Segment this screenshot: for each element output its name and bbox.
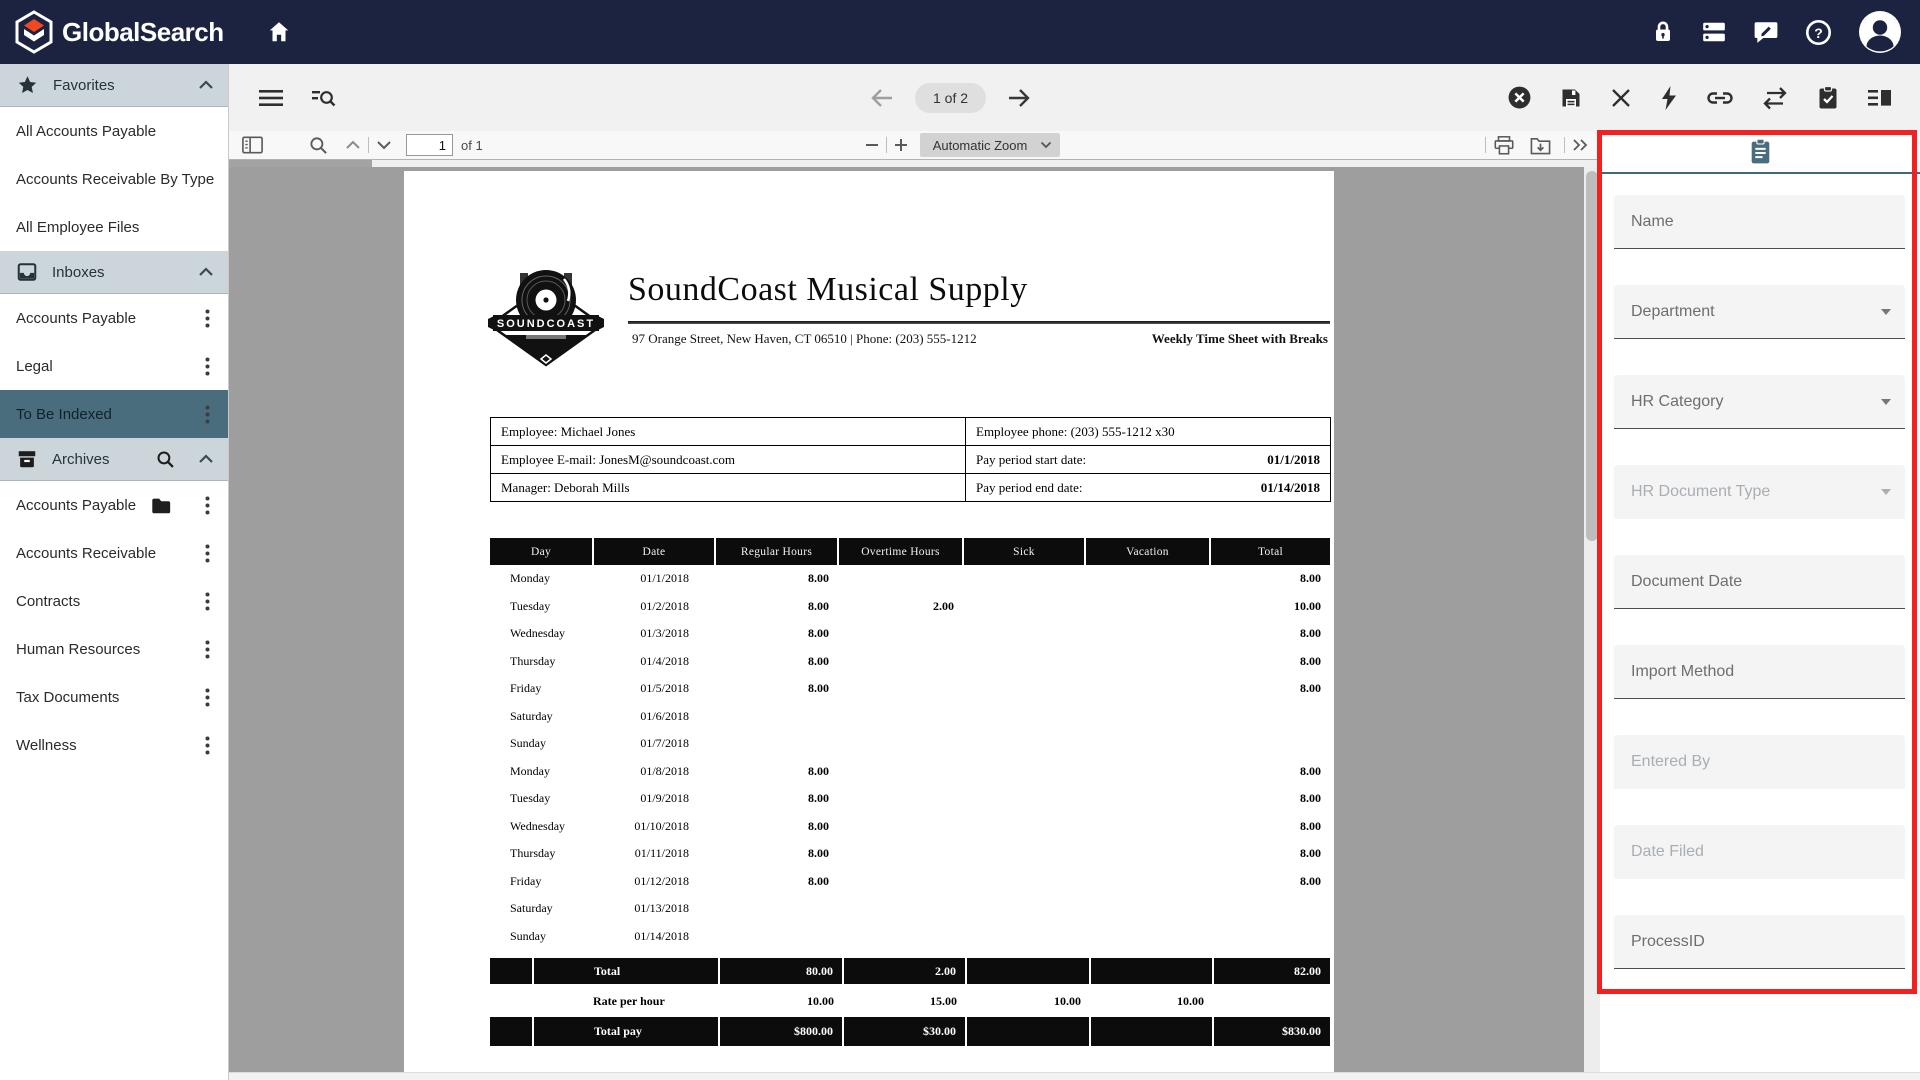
timesheet-total-row: Total 80.00 2.00 82.00	[490, 958, 1330, 984]
zoom-in-button[interactable]	[894, 138, 908, 152]
index-field-label: HR Document Type	[1631, 483, 1771, 500]
timesheet-row	[490, 895, 1330, 923]
timesheet-cell	[1085, 593, 1210, 621]
timesheet-cell	[963, 675, 1085, 703]
index-panel	[1600, 131, 1920, 1080]
timesheet-cell	[838, 675, 963, 703]
timesheet-cell	[1085, 840, 1210, 868]
index-field-hr-document-type[interactable]	[1614, 465, 1905, 519]
hamburger-icon	[259, 89, 283, 107]
save-page-icon	[1529, 135, 1552, 156]
column-header: Sick	[963, 538, 1085, 565]
document-pager	[869, 83, 1032, 113]
sidebar-item-legal[interactable]	[0, 342, 228, 390]
scrollbar-thumb[interactable]	[1586, 171, 1598, 541]
info-cell: Employee E-mail: JonesM@soundcoast.com	[491, 446, 966, 474]
timesheet-cell	[1085, 895, 1210, 923]
index-field-document-date[interactable]	[1614, 555, 1905, 609]
logo-banner-text: SOUNDCOAST	[496, 318, 596, 330]
timesheet-cell: 01/5/2018	[640, 681, 689, 696]
index-field-label: Import Method	[1631, 662, 1735, 680]
timesheet-cell	[838, 868, 963, 896]
logo-banner	[488, 315, 604, 331]
sidebar-section-archives[interactable]	[0, 438, 228, 481]
view-panels-button[interactable]	[1867, 87, 1892, 109]
timesheet-cell: 01/12/2018	[634, 873, 689, 888]
timesheet-cell	[838, 648, 963, 676]
timesheet-cell: Saturday	[510, 901, 553, 916]
company-logo	[480, 267, 612, 367]
timesheet-cell: 8.00	[808, 818, 829, 833]
timesheet-cell: Wednesday	[510, 626, 566, 641]
lock-icon	[1651, 19, 1675, 45]
timesheet-cell: 01/9/2018	[640, 791, 689, 806]
info-cell: Pay period start date: 01/1/2018	[966, 446, 1331, 474]
column-header: Date	[593, 538, 715, 565]
index-field-processid[interactable]	[1614, 915, 1905, 969]
timesheet-cell	[715, 703, 838, 731]
index-field-label: Name	[1631, 212, 1674, 230]
index-field-label: Entered By	[1631, 753, 1711, 770]
app-header	[0, 0, 1920, 64]
column-header: Regular Hours	[715, 538, 838, 565]
timesheet-cell	[963, 923, 1085, 951]
print-icon	[1493, 135, 1515, 156]
link-icon	[1706, 86, 1734, 110]
chevron-up-icon[interactable]	[198, 267, 214, 277]
next-document-button[interactable]	[1006, 87, 1032, 109]
search-archives-icon[interactable]	[155, 449, 176, 470]
info-cell: Manager: Deborah Mills	[491, 474, 966, 502]
print-button[interactable]	[1493, 135, 1515, 156]
sidebar-item-all-accounts-payable[interactable]	[0, 107, 228, 155]
timesheet-cell: 8.00	[1300, 818, 1321, 833]
timesheet-cell: 8.00	[808, 846, 829, 861]
sidebar-item-human-resources[interactable]	[0, 625, 228, 673]
timesheet-cell: 8.00	[808, 598, 829, 613]
timesheet-cell: Saturday	[510, 708, 553, 723]
timesheet-table	[490, 538, 1330, 950]
timesheet-cell	[963, 648, 1085, 676]
index-field-label: Date Filed	[1631, 843, 1704, 860]
help-button[interactable]	[1805, 19, 1832, 46]
info-cell: Employee phone: (203) 555-1212 x30	[966, 418, 1331, 446]
archive-icon	[16, 448, 38, 470]
kebab-menu-icon[interactable]	[198, 736, 216, 755]
timesheet-cell	[838, 813, 963, 841]
timesheet-row	[490, 813, 1330, 841]
timesheet-cell	[838, 923, 963, 951]
timesheet-cell: 01/14/2018	[634, 928, 689, 943]
index-field-entered-by[interactable]	[1614, 735, 1905, 789]
table-row	[491, 474, 1331, 502]
section-label: Favorites	[53, 76, 115, 94]
sheet-title: Weekly Time Sheet with Breaks	[1151, 331, 1328, 346]
kebab-menu-icon[interactable]	[198, 544, 216, 563]
timesheet-cell	[1210, 895, 1330, 923]
sidebar-item-label: To Be Indexed	[16, 405, 112, 423]
timesheet-cell: 8.00	[1300, 626, 1321, 641]
timesheet-cell: Friday	[510, 873, 542, 888]
document-toolbar	[229, 64, 1920, 131]
avatar-icon	[1858, 10, 1902, 54]
sidebar-item-label: Accounts Payable	[16, 496, 137, 514]
index-field-date-filed[interactable]	[1614, 825, 1905, 879]
timesheet-cell	[838, 840, 963, 868]
save-button[interactable]	[1559, 86, 1583, 110]
title-rule	[628, 321, 1330, 324]
scrollbar-thumb[interactable]	[229, 160, 372, 167]
feedback-button[interactable]	[1753, 19, 1779, 45]
timesheet-cell: 8.00	[808, 763, 829, 778]
page-number-input[interactable]	[406, 134, 453, 156]
chevron-up-icon[interactable]	[198, 80, 214, 90]
document-page	[404, 171, 1334, 1076]
timesheet-cell: 8.00	[808, 873, 829, 888]
timesheet-cell	[963, 758, 1085, 786]
timesheet-cell: 2.00	[933, 598, 954, 613]
sidebar-item-accounts-receivable[interactable]	[0, 529, 228, 577]
link-button[interactable]	[1706, 86, 1734, 110]
timesheet-row	[490, 593, 1330, 621]
arrow-left-icon	[869, 87, 895, 109]
double-chevron-right-icon	[1572, 138, 1590, 152]
download-button[interactable]	[1529, 135, 1552, 156]
sidebar-item-contracts[interactable]	[0, 577, 228, 625]
help-icon	[1805, 19, 1832, 46]
timesheet-cell	[963, 565, 1085, 593]
search-results-button[interactable]	[311, 87, 337, 109]
find-in-document-button[interactable]	[308, 135, 329, 156]
chevron-down-icon	[376, 140, 392, 150]
header-actions	[1651, 0, 1902, 64]
cancel-circle-icon	[1507, 85, 1532, 110]
timesheet-row	[490, 675, 1330, 703]
index-panel-header	[1600, 131, 1920, 174]
timesheet-cell: 8.00	[1300, 791, 1321, 806]
home-button[interactable]	[266, 19, 292, 45]
sidebar-section-favorites[interactable]	[0, 64, 228, 107]
index-field-import-method[interactable]	[1614, 645, 1905, 699]
timesheet-row	[490, 923, 1330, 951]
timesheet-cell	[1085, 758, 1210, 786]
company-name: SoundCoast Musical Supply	[628, 271, 1028, 308]
index-field-label: Document Date	[1631, 572, 1743, 590]
save-icon	[1559, 86, 1583, 110]
timesheet-cell	[1085, 620, 1210, 648]
timesheet-cell: 01/2/2018	[640, 598, 689, 613]
timesheet-cell: 10.00	[1294, 598, 1321, 613]
sidebar-item-accounts-payable[interactable]	[0, 294, 228, 342]
column-header: Total	[1210, 538, 1330, 565]
next-page-button[interactable]	[376, 140, 392, 150]
timesheet-cell: 8.00	[1300, 571, 1321, 586]
timesheet-row	[490, 648, 1330, 676]
sidebar-item-label: Legal	[16, 357, 53, 375]
timesheet-cell: 8.00	[808, 571, 829, 586]
timesheet-cell	[1085, 868, 1210, 896]
window-horizontal-scrollbar[interactable]	[229, 1072, 1920, 1080]
folder-icon	[150, 496, 172, 515]
zoom-out-button[interactable]	[865, 138, 879, 152]
timesheet-row	[490, 758, 1330, 786]
brand-logo[interactable]	[14, 10, 224, 54]
lightning-bolt-icon	[1659, 85, 1679, 111]
timesheet-cell	[838, 730, 963, 758]
favorites-items	[0, 107, 228, 251]
timesheet-cell	[963, 785, 1085, 813]
timesheet-cell	[963, 840, 1085, 868]
timesheet-cell	[1210, 703, 1330, 731]
timesheet-cell: 01/10/2018	[634, 818, 689, 833]
sidebar	[0, 64, 229, 1080]
sidebar-section-inboxes[interactable]	[0, 251, 228, 294]
timesheet-cell: 8.00	[1300, 846, 1321, 861]
split-list-icon	[1867, 87, 1892, 109]
previous-page-button[interactable]	[345, 140, 361, 150]
route-button[interactable]	[1761, 86, 1789, 110]
timesheet-cell: 8.00	[808, 791, 829, 806]
arrow-right-icon	[1006, 87, 1032, 109]
timesheet-cell	[963, 868, 1085, 896]
column-header: Day	[490, 538, 593, 565]
timesheet-cell	[838, 758, 963, 786]
kebab-menu-icon[interactable]	[198, 592, 216, 611]
timesheet-row	[490, 785, 1330, 813]
timesheet-cell: Thursday	[510, 653, 556, 668]
timesheet-cell: 8.00	[1300, 763, 1321, 778]
caret-down-icon	[1881, 489, 1891, 495]
timesheet-cell	[838, 785, 963, 813]
sidebar-item-label: Accounts Receivable By Type	[16, 170, 215, 188]
sidebar-item-wellness[interactable]	[0, 721, 228, 769]
timesheet-cell	[838, 565, 963, 593]
kebab-menu-icon[interactable]	[198, 496, 216, 515]
sidebar-item-label: Human Resources	[16, 640, 141, 658]
timesheet-cell	[838, 703, 963, 731]
index-field-label: ProcessID	[1631, 932, 1705, 950]
timesheet-cell: 01/13/2018	[634, 901, 689, 916]
minus-icon	[865, 138, 879, 152]
search-icon	[308, 135, 329, 156]
timesheet-cell: Thursday	[510, 846, 556, 861]
timesheet-cell	[1085, 648, 1210, 676]
sidebar-item-label: All Accounts Payable	[16, 122, 157, 140]
timesheet-cell: 8.00	[808, 653, 829, 668]
clipboard-check-icon	[1816, 85, 1840, 111]
timesheet-cell	[1085, 675, 1210, 703]
timesheet-cell	[1210, 730, 1330, 758]
sidebar-item-tax-documents[interactable]	[0, 673, 228, 721]
sidebar-item-label: All Employee Files	[16, 218, 140, 236]
timesheet-cell: 8.00	[1300, 873, 1321, 888]
timesheet-cell	[1085, 813, 1210, 841]
kebab-menu-icon[interactable]	[198, 309, 216, 328]
sidebar-item-label: Accounts Payable	[16, 309, 137, 327]
timesheet-cell: 01/11/2018	[634, 846, 689, 861]
table-row	[491, 446, 1331, 474]
page-count-label: of 1	[461, 137, 483, 153]
inbox-icon	[16, 261, 38, 283]
chevron-up-icon[interactable]	[198, 454, 214, 464]
employee-info-table	[490, 417, 1331, 502]
account-button[interactable]	[1858, 10, 1902, 54]
tasks-button[interactable]	[1816, 85, 1840, 111]
index-field-department[interactable]	[1614, 285, 1905, 339]
timesheet-cell: 01/4/2018	[640, 653, 689, 668]
document-actions	[1507, 85, 1892, 111]
index-field-name[interactable]	[1614, 195, 1905, 249]
globalsearch-logo-icon	[14, 10, 54, 54]
timesheet-cell: Monday	[510, 763, 550, 778]
zoom-select-value: Automatic Zoom	[932, 137, 1028, 153]
archives-items	[0, 481, 228, 769]
timesheet-rate-row: Rate per hour 10.00 15.00 10.00 10.00	[490, 989, 1330, 1013]
timesheet-cell	[963, 895, 1085, 923]
timesheet-cell: 01/8/2018	[640, 763, 689, 778]
timesheet-cell: 01/6/2018	[640, 708, 689, 723]
timesheet-cell	[715, 895, 838, 923]
sidebar-item-label: Wellness	[16, 736, 77, 754]
cancel-button[interactable]	[1507, 85, 1532, 110]
company-address: 97 Orange Street, New Haven, CT 06510 | Phone: (203) 555-1212	[632, 331, 977, 346]
toggle-sidebar-button[interactable]	[241, 135, 264, 155]
timesheet-cell	[715, 730, 838, 758]
close-icon	[1610, 87, 1632, 109]
previous-document-button[interactable]	[869, 87, 895, 109]
close-button[interactable]	[1610, 87, 1632, 109]
timesheet-cell: Monday	[510, 571, 550, 586]
timesheet-header-row	[490, 538, 1330, 565]
page-indicator: 1 of 2	[915, 83, 986, 113]
viewer-vertical-scrollbar[interactable]	[1584, 167, 1600, 1080]
inboxes-items	[0, 294, 228, 438]
timesheet-cell: 8.00	[808, 681, 829, 696]
timesheet-cell: Tuesday	[510, 598, 551, 613]
timesheet-cell	[1085, 730, 1210, 758]
timesheet-cell	[1085, 565, 1210, 593]
brand-name: GlobalSearch	[62, 16, 224, 47]
viewer-horizontal-scrollbar[interactable]	[229, 160, 1600, 167]
timesheet-cell	[963, 703, 1085, 731]
timesheet-row	[490, 868, 1330, 896]
timesheet-cell: Friday	[510, 681, 542, 696]
star-icon	[16, 74, 39, 96]
zoom-select[interactable]	[920, 133, 1060, 157]
column-header: Overtime Hours	[838, 538, 963, 565]
timesheet-cell: 8.00	[808, 626, 829, 641]
timesheet-cell	[838, 620, 963, 648]
caret-down-icon	[1881, 309, 1891, 315]
search-list-icon	[311, 87, 337, 109]
menu-button[interactable]	[259, 89, 283, 107]
sidebar-item-label: Accounts Receivable	[16, 544, 157, 562]
timesheet-cell: Sunday	[510, 736, 546, 751]
timesheet-pay-row: Total pay $800.00 $30.00 $830.00	[490, 1017, 1330, 1046]
pdf-toolbar	[229, 131, 1600, 160]
timesheet-row	[490, 703, 1330, 731]
info-cell: Pay period end date: 01/14/2018	[966, 474, 1331, 502]
caret-down-icon	[1881, 399, 1891, 405]
swap-arrows-icon	[1761, 86, 1789, 110]
timesheet-cell	[963, 813, 1085, 841]
sidebar-item-label: Contracts	[16, 592, 81, 610]
timesheet-cell	[1210, 923, 1330, 951]
timesheet-cell: Sunday	[510, 928, 546, 943]
chevron-up-icon	[345, 140, 361, 150]
sidebar-item-accounts-payable[interactable]	[0, 481, 228, 529]
timesheet-cell: 01/7/2018	[640, 736, 689, 751]
sidebar-item-accounts-receivable-by-type[interactable]	[0, 155, 228, 203]
kebab-menu-icon[interactable]	[198, 357, 216, 376]
table-row	[491, 418, 1331, 446]
sidebar-item-label: Tax Documents	[16, 688, 120, 706]
timesheet-cell	[963, 620, 1085, 648]
timesheet-row	[490, 730, 1330, 758]
timesheet-cell	[838, 895, 963, 923]
timesheet-cell: Tuesday	[510, 791, 551, 806]
lock-button[interactable]	[1651, 19, 1675, 45]
info-cell: Employee: Michael Jones	[491, 418, 966, 446]
storage-icon	[1701, 20, 1727, 44]
timesheet-row	[490, 620, 1330, 648]
timesheet-cell	[1085, 923, 1210, 951]
section-label: Archives	[52, 450, 110, 468]
plus-icon	[894, 138, 908, 152]
timesheet-cell	[1085, 785, 1210, 813]
section-label: Inboxes	[52, 263, 105, 281]
timesheet-cell: 8.00	[1300, 681, 1321, 696]
timesheet-cell: 01/3/2018	[640, 626, 689, 641]
timesheet-row	[490, 565, 1330, 593]
timesheet-cell: Wednesday	[510, 818, 566, 833]
workflow-button[interactable]	[1659, 85, 1679, 111]
clipboard-icon[interactable]	[1748, 138, 1773, 166]
sidebar-item-to-be-indexed[interactable]	[0, 390, 228, 438]
sidebar-item-all-employee-files[interactable]	[0, 203, 228, 251]
index-field-label: Department	[1631, 302, 1715, 320]
kebab-menu-icon[interactable]	[198, 640, 216, 659]
toolbar-more-button[interactable]	[1572, 138, 1590, 152]
chat-edit-icon	[1753, 19, 1779, 45]
kebab-menu-icon[interactable]	[198, 688, 216, 707]
index-field-label: HR Category	[1631, 392, 1724, 410]
timesheet-cell: 01/1/2018	[640, 571, 689, 586]
timesheet-row	[490, 840, 1330, 868]
svg-text:?: ?	[1814, 24, 1823, 41]
timesheet-cell	[963, 593, 1085, 621]
timesheet-cell	[963, 730, 1085, 758]
chevron-down-icon	[1040, 141, 1052, 149]
timesheet-cell	[715, 923, 838, 951]
queues-button[interactable]	[1701, 20, 1727, 44]
index-field-hr-category[interactable]	[1614, 375, 1905, 429]
column-header: Vacation	[1085, 538, 1210, 565]
timesheet-cell	[1085, 703, 1210, 731]
home-icon	[266, 19, 292, 45]
kebab-menu-icon[interactable]	[198, 405, 216, 424]
side-panel-icon	[241, 135, 264, 155]
timesheet-cell: 8.00	[1300, 653, 1321, 668]
document-canvas	[229, 167, 1584, 1080]
